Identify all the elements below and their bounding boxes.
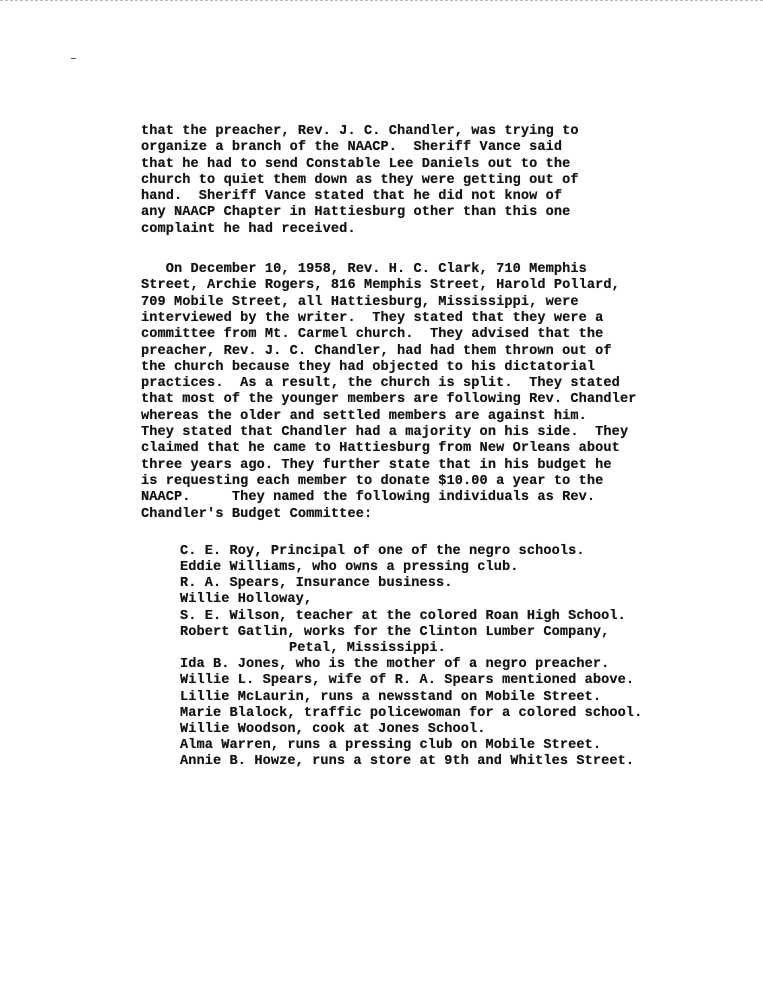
committee-member: S. E. Wilson, teacher at the colored Roan High School. [180, 608, 626, 624]
text-line: three years ago. They further state that in his budget he [141, 457, 612, 473]
text-line: committee from Mt. Carmel church. They advised that the [141, 327, 604, 343]
text-line: that the preacher, Rev. J. C. Chandler, was trying to [141, 124, 579, 139]
document-page [141, 124, 741, 770]
text-line: 709 Mobile Street, all Hattiesburg, Mississippi, were [141, 294, 579, 310]
committee-member: C. E. Roy, Principal of one of the negro schools. [180, 543, 585, 559]
committee-member: Willie Holloway, [180, 592, 313, 608]
list-item [180, 673, 741, 689]
list-item [180, 722, 741, 738]
committee-member: Annie B. Howze, runs a store at 9th and Whitles Street. [180, 754, 635, 770]
list-item [180, 754, 741, 770]
list-item [180, 738, 741, 754]
committee-member-continuation: Petal, Mississippi. [289, 640, 446, 656]
list-item [180, 706, 741, 722]
list-item [180, 576, 741, 592]
text-line: practices. As a result, the church is split. They stated [141, 376, 620, 392]
text-line: Street, Archie Rogers, 816 Memphis Street, Harold Pollard, [141, 278, 620, 294]
text-line: claimed that he came to Hattiesburg from New Orleans about [141, 441, 620, 457]
list-item [180, 560, 741, 576]
committee-member: Marie Blalock, traffic policewoman for a colored school. [180, 705, 643, 721]
page-top-border [0, 0, 763, 1]
text-line: is requesting each member to donate $10.00 a year to the [141, 473, 604, 489]
committee-member: Lillie McLaurin, runs a newsstand on Mobile Street. [180, 689, 602, 705]
list-item [180, 592, 741, 608]
text-line: On December 10, 1958, Rev. H. C. Clark, 710 Memphis [141, 262, 587, 278]
committee-member: R. A. Spears, Insurance business. [180, 576, 453, 592]
text-line: any NAACP Chapter in Hattiesburg other than this one [141, 205, 571, 221]
text-line: complaint he had received. [141, 221, 356, 237]
stray-ink-mark [71, 58, 76, 59]
text-line: hand. Sheriff Vance stated that he did not know of [141, 189, 563, 205]
list-item [180, 609, 741, 625]
text-line: that he had to send Constable Lee Daniels out to the [141, 156, 571, 172]
committee-member: Willie Woodson, cook at Jones School. [180, 721, 486, 737]
text-line: They stated that Chandler had a majority on his side. They [141, 425, 629, 441]
committee-member: Eddie Williams, who owns a pressing club. [180, 560, 519, 576]
text-line: church to quiet them down as they were getting out of [141, 172, 579, 188]
text-line: the church because they had objected to his dictatorial [141, 359, 596, 375]
paragraph-december-interview [141, 262, 741, 523]
list-item [180, 657, 741, 673]
committee-member: Alma Warren, runs a pressing club on Mobile Street. [180, 738, 602, 754]
text-line: interviewed by the writer. They stated that they were a [141, 310, 604, 326]
list-item [180, 625, 741, 657]
list-item [180, 690, 741, 706]
text-line: that most of the younger members are following Rev. Chandler [141, 392, 637, 408]
text-line: organize a branch of the NAACP. Sheriff Vance said [141, 140, 563, 156]
committee-member: Robert Gatlin, works for the Clinton Lumber Company, [180, 624, 610, 640]
committee-member: Willie L. Spears, wife of R. A. Spears mentioned above. [180, 673, 635, 689]
text-line: whereas the older and settled members are against him. [141, 408, 587, 424]
budget-committee-list [180, 544, 741, 771]
paragraph-sheriff-complaint [141, 124, 741, 238]
list-item [180, 544, 741, 560]
text-line: preacher, Rev. J. C. Chandler, had had them thrown out of [141, 343, 612, 359]
text-line: NAACP. They named the following individuals as Rev. [141, 490, 596, 506]
text-line: Chandler's Budget Committee: [141, 506, 373, 522]
committee-member: Ida B. Jones, who is the mother of a negro preacher. [180, 657, 610, 673]
